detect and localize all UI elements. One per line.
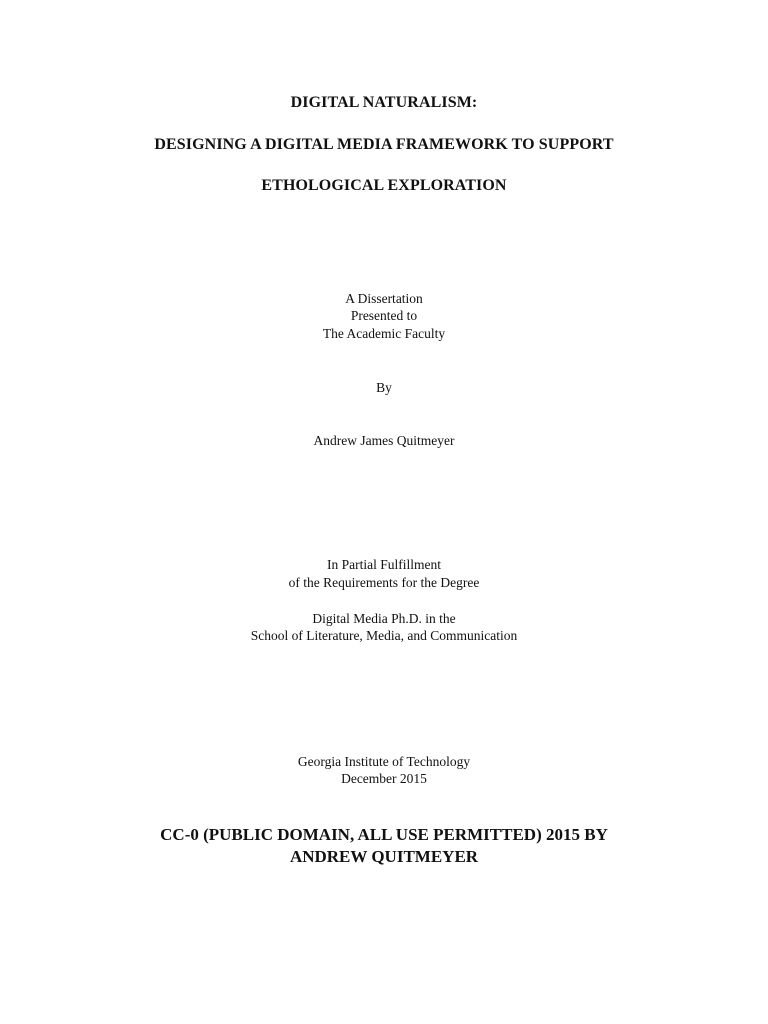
fulfillment-line-1: In Partial Fulfillment: [327, 557, 441, 572]
title-line-3: ETHOLOGICAL EXPLORATION: [261, 177, 507, 194]
degree-line-1: Digital Media Ph.D. in the: [312, 611, 456, 626]
institution-name: Georgia Institute of Technology: [297, 754, 471, 769]
by-label: By: [376, 380, 392, 395]
presentation-line-3: The Academic Faculty: [322, 326, 446, 341]
degree-line-2: School of Literature, Media, and Communication: [250, 628, 518, 643]
title-line-1: DIGITAL NATURALISM:: [290, 94, 478, 111]
submission-date: December 2015: [341, 771, 427, 786]
author-name: Andrew James Quitmeyer: [313, 433, 455, 448]
license-line-2: ANDREW QUITMEYER: [289, 847, 479, 866]
title-line-2: DESIGNING A DIGITAL MEDIA FRAMEWORK TO SUPPORT: [154, 136, 614, 153]
fulfillment-line-2: of the Requirements for the Degree: [288, 575, 480, 590]
presentation-line-2: Presented to: [350, 308, 418, 323]
presentation-line-1: A Dissertation: [345, 291, 423, 306]
license-line-1: CC-0 (PUBLIC DOMAIN, ALL USE PERMITTED) 2015 BY: [160, 825, 608, 844]
